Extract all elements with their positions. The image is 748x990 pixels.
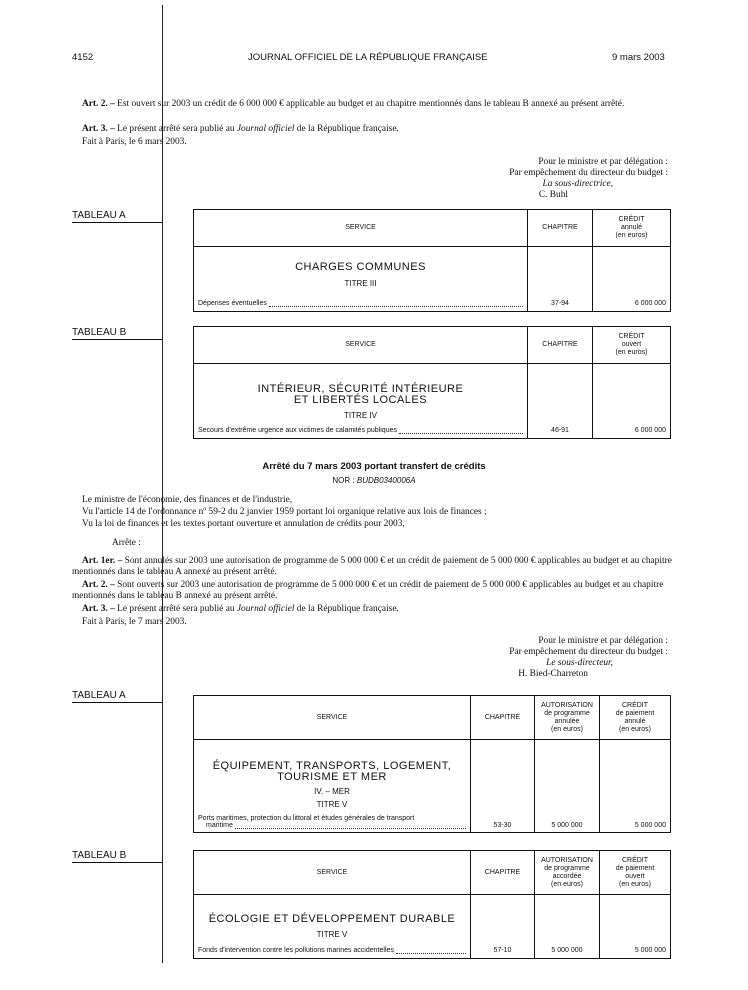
fait-a-paris-2: Fait à Paris, le 7 mars 2003.: [82, 617, 187, 627]
visa-loi-finances: Vu la loi de finances et les textes portant ouverture et annulation de crédits pour 2003,: [82, 519, 405, 529]
section-title: CHARGES COMMUNES: [295, 261, 426, 273]
col-autorisation: [535, 851, 600, 895]
article-text: de la République française.: [294, 604, 399, 614]
signature-line: Par empêchement du directeur du budget :: [509, 168, 668, 178]
signatory-title: La sous-directrice,: [542, 179, 613, 189]
table-row: [194, 740, 671, 833]
tableau-a2-table: [193, 695, 671, 833]
article-text: Sont annulés sur 2003 une autorisation de programme de 5 000 000 € et un crédit de paiement de 5 000 000 € applicables au budget et au chapitre mentionnés dans le tableau A annexé au présent arrêté.: [72, 556, 672, 577]
col-autorisation: [535, 696, 600, 740]
issue-date: 9 mars 2003: [612, 52, 665, 63]
col-line: AUTORISATION: [541, 701, 593, 709]
col-credit-paiement: [600, 696, 671, 740]
line-label: Dépenses éventuelles: [198, 300, 267, 307]
article-label: Art. 2. –: [82, 580, 115, 590]
col-chapitre: CHAPITRE: [528, 327, 593, 364]
signature-line: Pour le ministre et par délégation :: [538, 636, 668, 646]
col-line: (en euros): [619, 725, 651, 733]
col-credit: [593, 327, 671, 364]
tableau-b-label: TABLEAU B: [72, 327, 162, 340]
col-credit: [593, 210, 671, 247]
section-subtitle: TITRE V: [316, 800, 348, 809]
section-subtitle: TITRE IV: [344, 411, 377, 420]
col-service: SERVICE: [194, 210, 528, 247]
col-credit-line: (en euros): [615, 349, 648, 356]
tableau-b-table: [193, 326, 671, 439]
line-label: Secours d'extrême urgence aux victimes de calamités publiques: [198, 427, 397, 434]
section-subtitle: TITRE V: [316, 930, 348, 939]
visa-ordonnance: Vu l'article 14 de l'ordonnance nº 59-2 du 2 janvier 1959 portant loi organique relative aux lois de finances ;: [82, 507, 487, 517]
chapitre-value: 53-30: [471, 740, 535, 833]
col-credit-line: ouvert: [621, 341, 642, 348]
col-credit-line: CRÉDIT: [618, 216, 645, 223]
col-line: CRÉDIT: [621, 856, 649, 864]
article-2b: [72, 580, 672, 602]
article-label: Art. 3. –: [82, 604, 115, 614]
tableau-a-label: TABLEAU A: [72, 210, 162, 223]
table-row: [194, 364, 671, 439]
journal-title: JOURNAL OFFICIEL DE LA RÉPUBLIQUE FRANÇAISE: [248, 52, 488, 63]
col-credit-line: (en euros): [615, 232, 648, 239]
credit-value: 5 000 000: [600, 740, 671, 833]
article-text: Sont ouverts sur 2003 une autorisation de programme de 5 000 000 € et un crédit de paiement de 5 000 000 € applicables au budget et au chapitre mentionnés dans le tableau B annexé au présent arrêté.: [72, 580, 664, 601]
article-label: Art. 2. –: [82, 99, 115, 109]
col-credit-line: CRÉDIT: [618, 333, 645, 340]
col-line: de programme: [544, 864, 590, 872]
table-row: [194, 895, 671, 959]
tableau-a-table: [193, 209, 671, 312]
col-line: (en euros): [551, 725, 583, 733]
chapitre-value: 46-91: [528, 364, 593, 439]
signature-block-2: [368, 636, 668, 680]
section-title: ÉQUIPEMENT, TRANSPORTS, LOGEMENT,: [212, 760, 452, 772]
line-label: Fonds d'intervention contre les pollutions marines accidentelles: [198, 947, 394, 954]
nor-code: BUDB0340006A: [356, 476, 416, 485]
signature-line: Par empêchement du directeur du budget :: [509, 647, 668, 657]
col-credit-line: annulé: [620, 224, 643, 231]
tableau-b2-label: TABLEAU B: [72, 850, 162, 863]
line-label: maritime: [206, 822, 233, 829]
signature-block: [368, 157, 668, 201]
nor-label: NOR :: [332, 476, 357, 485]
visa-ministre: Le ministre de l'économie, des finances et de l'industrie,: [82, 495, 293, 505]
nor-reference: [0, 476, 748, 485]
article-1: [72, 556, 672, 578]
journal-italic: Journal officiel: [236, 124, 295, 134]
col-chapitre: CHAPITRE: [528, 210, 593, 247]
signature-line: Pour le ministre et par délégation :: [538, 157, 668, 167]
line-label: Ports maritimes, protection du littoral et études générales de transport: [198, 815, 415, 822]
col-line: (en euros): [619, 880, 651, 888]
credit-value: 6 000 000: [593, 247, 671, 312]
col-chapitre: CHAPITRE: [471, 851, 535, 895]
col-line: ouvert: [625, 872, 645, 880]
col-credit-paiement: [600, 851, 671, 895]
article-text: de la République française.: [294, 124, 399, 134]
table-row: [194, 247, 671, 312]
section-title: ÉCOLOGIE ET DÉVELOPPEMENT DURABLE: [208, 913, 456, 925]
col-line: annulée: [554, 717, 580, 725]
chapitre-value: 57-10: [471, 895, 535, 959]
journal-italic: Journal officiel: [236, 604, 295, 614]
signatory-name: H. Bied-Charreton: [518, 669, 588, 679]
autorisation-value: 5 000 000: [535, 895, 600, 959]
article-text: Est ouvert sur 2003 un crédit de 6 000 000 € applicable au budget et au chapitre mentionnés dans le tableau B annexé au présent arrêté.: [117, 99, 625, 109]
col-line: (en euros): [551, 880, 583, 888]
section-title: ET LIBERTÉS LOCALES: [293, 394, 428, 406]
autorisation-value: 5 000 000: [535, 740, 600, 833]
col-service: SERVICE: [194, 327, 528, 364]
article-text: Le présent arrêté sera publié au: [117, 124, 237, 134]
signatory-name: C. Buhl: [538, 190, 568, 200]
section-title: TOURISME ET MER: [277, 771, 387, 783]
article-2: [72, 99, 672, 110]
col-line: CRÉDIT: [621, 701, 649, 709]
col-line: annulé: [624, 717, 646, 725]
tableau-a2-label: TABLEAU A: [72, 690, 162, 703]
col-line: de paiement: [615, 709, 655, 717]
col-line: AUTORISATION: [541, 856, 593, 864]
section-subtitle: TITRE III: [344, 279, 377, 288]
col-line: de programme: [544, 709, 590, 717]
arrete-word: Arrête :: [112, 538, 141, 548]
fait-a-paris: Fait à Paris, le 6 mars 2003.: [82, 137, 187, 147]
article-label: Art. 1er. –: [82, 556, 123, 566]
section-subtitle: IV. – MER: [314, 787, 350, 796]
col-line: de paiement: [615, 864, 655, 872]
col-service: SERVICE: [194, 696, 471, 740]
col-service: SERVICE: [194, 851, 471, 895]
article-3: [72, 124, 672, 135]
article-label: Art. 3. –: [82, 124, 115, 134]
credit-value: 6 000 000: [593, 364, 671, 439]
col-chapitre: CHAPITRE: [471, 696, 535, 740]
chapitre-value: 37-94: [528, 247, 593, 312]
credit-value: 5 000 000: [600, 895, 671, 959]
tableau-b2-table: [193, 850, 671, 959]
signatory-title: Le sous-directeur,: [546, 658, 613, 668]
page-number: 4152: [72, 52, 94, 63]
article-text: Le présent arrêté sera publié au: [117, 604, 237, 614]
arrete-title: Arrêté du 7 mars 2003 portant transfert de crédits: [262, 461, 486, 472]
section-title: INTÉRIEUR, SÉCURITÉ INTÉRIEURE: [257, 383, 464, 395]
article-3b: [72, 604, 672, 615]
col-line: accordée: [552, 872, 582, 880]
